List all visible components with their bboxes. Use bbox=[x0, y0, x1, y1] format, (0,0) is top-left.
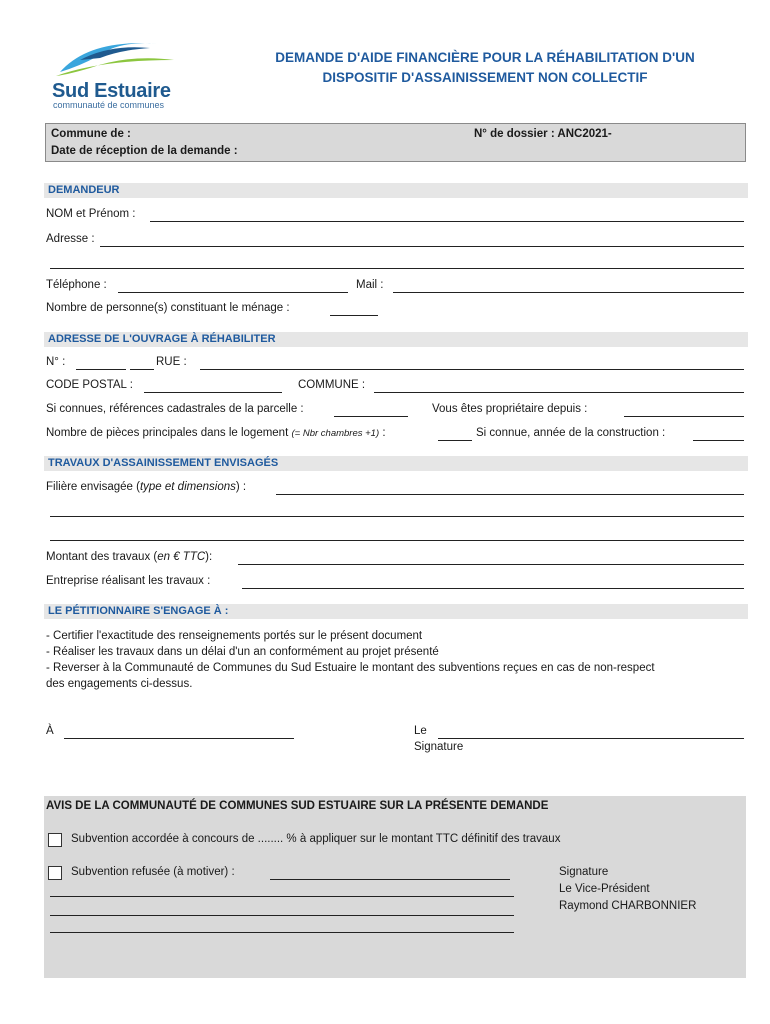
engage-item-3: - Reverser à la Communauté de Communes du Sud Estuaire le montant des subventions reçues en cas de non-respect bbox=[46, 662, 655, 674]
cadastre-label: Si connues, références cadastrales de la parcelle : bbox=[46, 403, 304, 415]
engage-item-1: - Certifier l'exactitude des renseignements portés sur le présent document bbox=[46, 630, 423, 642]
proprietaire-label: Vous êtes propriétaire depuis : bbox=[432, 403, 588, 415]
commune-label: Commune de : bbox=[51, 128, 131, 140]
entreprise-field[interactable] bbox=[242, 588, 744, 589]
adresse-label: Adresse : bbox=[46, 233, 95, 245]
filiere-field-line3[interactable] bbox=[50, 540, 744, 541]
section-engage: LE PÉTITIONNAIRE S'ENGAGE À : bbox=[44, 604, 748, 619]
menage-field[interactable] bbox=[330, 315, 378, 316]
nom-label: NOM et Prénom : bbox=[46, 208, 136, 220]
annee-field[interactable] bbox=[693, 440, 744, 441]
pieces-label: Nombre de pièces principales dans le logement (= Nbr chambres +1) : bbox=[46, 427, 386, 439]
avis-signature: Signature bbox=[559, 866, 609, 878]
cadastre-field[interactable] bbox=[334, 416, 408, 417]
adresse-field-line2[interactable] bbox=[50, 268, 744, 269]
date-label: Le bbox=[414, 725, 427, 737]
lieu-field[interactable] bbox=[64, 738, 294, 739]
dossier-number: N° de dossier : ANC2021- bbox=[474, 128, 612, 140]
commune-ouvrage-label: COMMUNE : bbox=[298, 379, 366, 391]
refusee-label: Subvention refusée (à motiver) : bbox=[71, 866, 235, 878]
date-field[interactable] bbox=[438, 738, 744, 739]
filiere-field-line2[interactable] bbox=[50, 516, 744, 517]
code-postal-field[interactable] bbox=[144, 392, 282, 393]
mail-label: Mail : bbox=[356, 279, 384, 291]
adresse-field[interactable] bbox=[100, 246, 744, 247]
montant-label: Montant des travaux (en € TTC): bbox=[46, 551, 213, 563]
engage-item-4: des engagements ci-dessus. bbox=[46, 678, 193, 690]
filiere-label: Filière envisagée (type et dimensions) : bbox=[46, 481, 247, 493]
pieces-field[interactable] bbox=[438, 440, 472, 441]
logo-subtitle: communauté de communes bbox=[53, 100, 165, 110]
menage-label: Nombre de personne(s) constituant le ménage : bbox=[46, 302, 290, 314]
entreprise-label: Entreprise réalisant les travaux : bbox=[46, 575, 211, 587]
sud-estuaire-logo-icon bbox=[50, 30, 180, 80]
pieces-note: (= Nbr chambres +1) bbox=[291, 428, 380, 439]
telephone-field[interactable] bbox=[118, 292, 348, 293]
page-title: DEMANDE D'AIDE FINANCIÈRE POUR LA RÉHABILITATION D'UN DISPOSITIF D'ASSAINISSEMENT NON COLLECTIF bbox=[275, 50, 695, 85]
nom-field[interactable] bbox=[150, 221, 744, 222]
rue-label: RUE : bbox=[156, 356, 187, 368]
proprietaire-field[interactable] bbox=[624, 416, 744, 417]
refusee-motif-field[interactable] bbox=[270, 879, 510, 880]
filiere-field[interactable] bbox=[276, 494, 744, 495]
annee-label: Si connue, année de la construction : bbox=[476, 427, 666, 439]
lieu-label: À bbox=[46, 725, 54, 737]
commune-ouvrage-field[interactable] bbox=[374, 392, 744, 393]
numero-field-2[interactable] bbox=[130, 369, 154, 370]
date-reception-label: Date de réception de la demande : bbox=[51, 145, 238, 157]
mail-field[interactable] bbox=[393, 292, 744, 293]
refusee-motif-line4[interactable] bbox=[50, 932, 514, 933]
accordee-label: Subvention accordée à concours de ........ % à appliquer sur le montant TTC définitif des travaux bbox=[71, 833, 561, 845]
vice-president-label: Le Vice-Président bbox=[559, 883, 650, 895]
numero-label: N° : bbox=[46, 356, 66, 368]
telephone-label: Téléphone : bbox=[46, 279, 107, 291]
numero-field[interactable] bbox=[76, 369, 126, 370]
engage-item-2: - Réaliser les travaux dans un délai d'un an conformément au projet présenté bbox=[46, 646, 439, 658]
montant-field[interactable] bbox=[238, 564, 744, 565]
accordee-checkbox[interactable] bbox=[48, 833, 62, 847]
refusee-motif-line3[interactable] bbox=[50, 915, 514, 916]
section-demandeur: DEMANDEUR bbox=[44, 183, 748, 198]
signature-label: Signature bbox=[414, 741, 464, 753]
code-postal-label: CODE POSTAL : bbox=[46, 379, 133, 391]
rue-field[interactable] bbox=[200, 369, 744, 370]
section-travaux: TRAVAUX D'ASSAINISSEMENT ENVISAGÉS bbox=[44, 456, 748, 471]
logo-name: Sud Estuaire bbox=[52, 80, 171, 102]
refusee-checkbox[interactable] bbox=[48, 866, 62, 880]
section-ouvrage: ADRESSE DE L'OUVRAGE À RÉHABILITER bbox=[44, 332, 748, 347]
refusee-motif-line2[interactable] bbox=[50, 896, 514, 897]
avis-heading: AVIS DE LA COMMUNAUTÉ DE COMMUNES SUD ESTUAIRE SUR LA PRÉSENTE DEMANDE bbox=[46, 800, 549, 812]
vice-president-name: Raymond CHARBONNIER bbox=[559, 900, 697, 912]
